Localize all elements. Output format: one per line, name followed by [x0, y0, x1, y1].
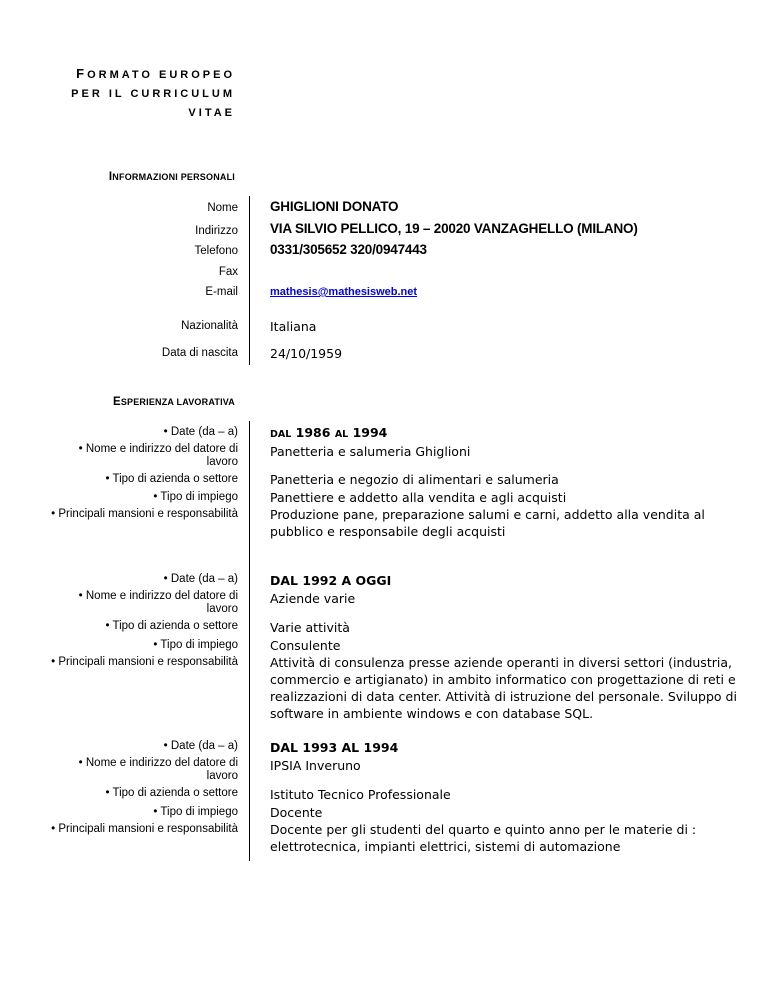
job-1-sector: Panetteria e negozio di alimentari e salumeria [270, 472, 559, 487]
section-work-initial: E [112, 396, 121, 408]
label-duties: • Principali mansioni e responsabilità [51, 508, 238, 520]
label-role: • Tipo di impiego [153, 639, 238, 651]
label-duties: • Principali mansioni e responsabilità [51, 656, 238, 668]
label-date: • Date (da – a) [163, 426, 238, 438]
header-line-1-text: ORMATO EUROPEO [87, 69, 235, 81]
header-initial: F [76, 66, 88, 81]
job-1-role: Panettiere e addetto alla vendita e agli acquisti [270, 490, 567, 505]
job-1-date-to: 1994 [352, 425, 388, 440]
value-data-nascita: 24/10/1959 [270, 346, 343, 361]
label-nazionalita: Nazionalità [181, 320, 238, 332]
column-divider-personal [249, 196, 250, 365]
value-telefono: 0331/305652 320/0947443 [270, 242, 427, 257]
label-employer [38, 590, 238, 616]
label-employer-line-2: lavoro [206, 770, 238, 782]
job-3-duties: Docente per gli studenti del quarto e quinto anno per le materie di : elettrotecnica, impianti elettrici, sistemi di automazione [270, 822, 697, 854]
label-role: • Tipo di impiego [153, 806, 238, 818]
label-fax: Fax [218, 266, 238, 278]
job-2-role: Consulente [270, 638, 341, 653]
job-2-employer: Aziende varie [270, 591, 356, 606]
label-employer-line-1: • Nome e indirizzo del datore di [78, 443, 238, 455]
label-employer-line-2: lavoro [206, 456, 238, 468]
cv-header [71, 64, 235, 123]
label-date: • Date (da – a) [163, 740, 238, 752]
label-indirizzo: Indirizzo [195, 225, 238, 237]
label-role: • Tipo di impiego [153, 491, 238, 503]
job-2-duties: Attività di consulenza presse aziende operanti in diversi settori (industria, commercio e artigianato) in ambito informatico con progettazione di reti e realizzazioni di data center. Attività di istruzione del personale. Sviluppo di software in ambiente windows e con database SQL. [270, 655, 737, 721]
section-personal-initial: I [108, 171, 113, 183]
job-1-employer: Panetteria e salumeria Ghiglioni [270, 444, 471, 459]
value-nazionalita: Italiana [270, 319, 317, 334]
label-sector: • Tipo di azienda o settore [105, 787, 238, 799]
job-1-date [270, 425, 387, 440]
section-work-text: SPERIENZA LAVORATIVA [120, 397, 235, 407]
label-employer [38, 443, 238, 469]
header-line-2: PER IL CURRICULUM [71, 88, 235, 100]
label-employer-line-2: lavoro [206, 603, 238, 615]
job-3-role: Docente [270, 805, 323, 820]
label-employer-line-1: • Nome e indirizzo del datore di [78, 757, 238, 769]
header-line-1 [71, 64, 235, 85]
label-employer [38, 757, 238, 783]
label-email: E-mail [205, 286, 238, 298]
job-1-date-from: 1986 [295, 425, 331, 440]
job-1-duties: Produzione pane, preparazione salumi e carni, addetto alla vendita al pubblico e responsabile degli acquisti [270, 507, 705, 539]
label-data-nascita: Data di nascita [161, 347, 238, 359]
job-3-employer: IPSIA Inveruno [270, 758, 361, 773]
job-3-date: DAL 1993 AL 1994 [270, 740, 399, 755]
label-duties: • Principali mansioni e responsabilità [51, 823, 238, 835]
header-line-3: VITAE [188, 107, 235, 119]
label-employer-line-1: • Nome e indirizzo del datore di [78, 590, 238, 602]
job-3-sector: Istituto Tecnico Professionale [270, 787, 451, 802]
label-nome: Nome [207, 202, 238, 214]
job-1-date-prefix: DAL [270, 429, 292, 440]
job-2-sector: Varie attività [270, 620, 350, 635]
email-link[interactable]: mathesis@mathesisweb.net [270, 286, 418, 298]
label-sector: • Tipo di azienda o settore [105, 473, 238, 485]
label-telefono: Telefono [194, 245, 238, 257]
value-nome: GHIGLIONI DONATO [270, 199, 399, 214]
job-1-date-mid: AL [334, 429, 349, 440]
section-title-work [113, 396, 235, 408]
job-2-date: DAL 1992 A OGGI [270, 573, 392, 588]
column-divider-work [249, 421, 250, 861]
label-sector: • Tipo di azienda o settore [105, 620, 238, 632]
value-indirizzo: VIA SILVIO PELLICO, 19 – 20020 VANZAGHELLO (MILANO) [270, 221, 638, 236]
section-personal-text: NFORMAZIONI PERSONALI [112, 172, 235, 182]
section-title-personal [109, 171, 235, 183]
label-date: • Date (da – a) [163, 573, 238, 585]
